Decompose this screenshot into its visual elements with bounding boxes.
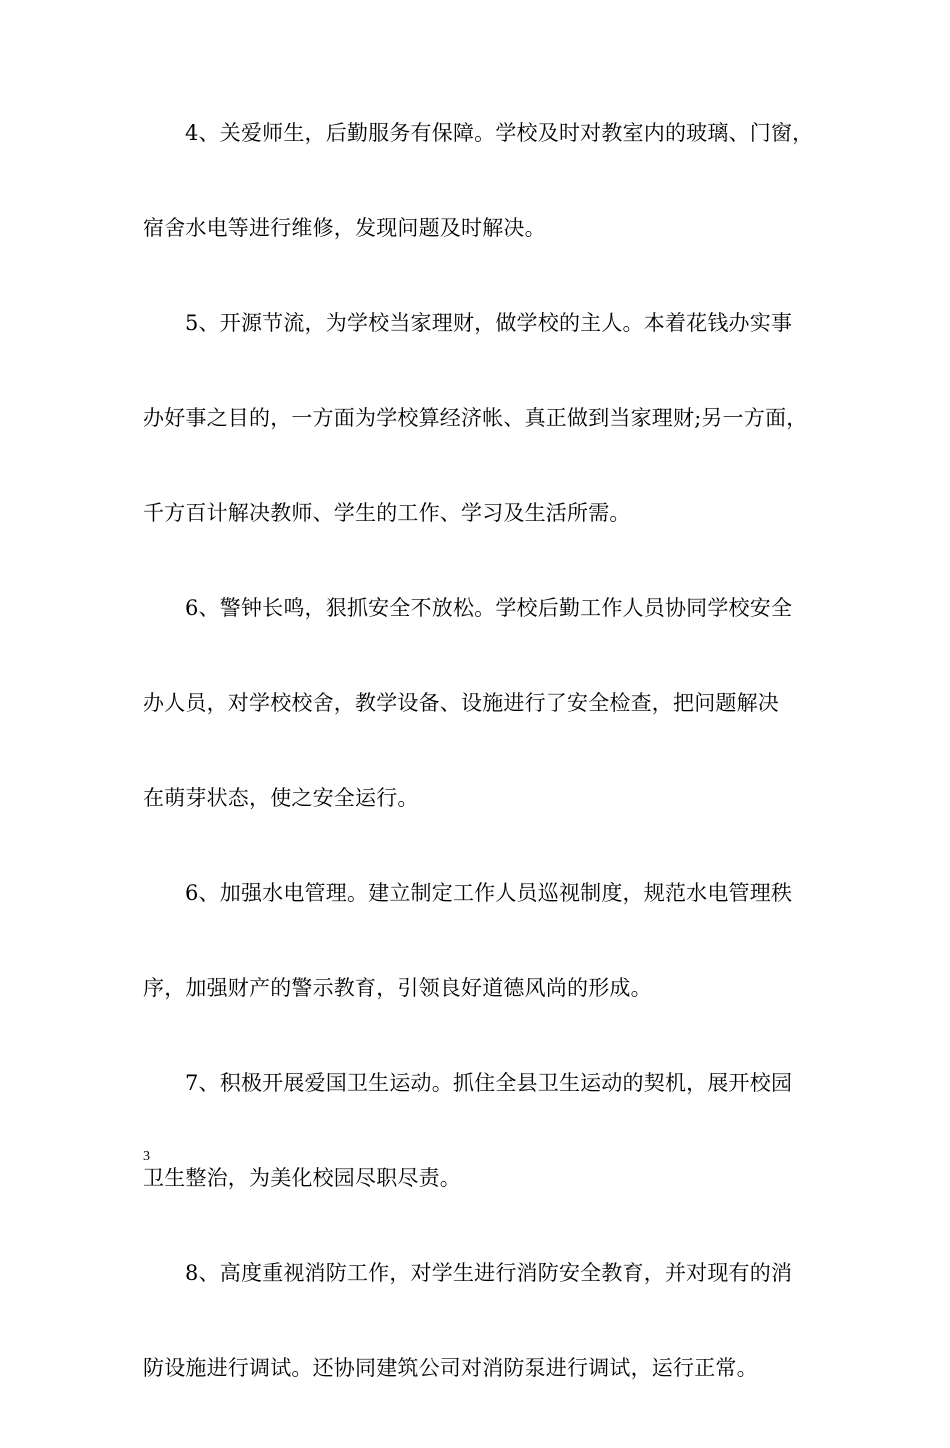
text-line: 4、关爱师生，后勤服务有保障。学校及时对教室内的玻璃、门窗， (185, 121, 814, 145)
text-line: 卫生整治，为美化校园尽职尽责。 (143, 1166, 461, 1190)
text-line: 宿舍水电等进行维修，发现问题及时解决。 (143, 216, 546, 240)
text-line: 6、加强水电管理。建立制定工作人员巡视制度，规范水电管理秩 (185, 881, 793, 905)
text-line: 5、开源节流，为学校当家理财，做学校的主人。本着花钱办实事 (185, 311, 793, 335)
page-number: 3 (143, 1149, 150, 1164)
text-line: 办好事之目的，一方面为学校算经济帐、真正做到当家理财;另一方面， (143, 406, 808, 430)
text-line: 办人员，对学校校舍，教学设备、设施进行了安全检查，把问题解决 (143, 691, 779, 715)
document-body (143, 118, 815, 1448)
text-line: 千方百计解决教师、学生的工作、学习及生活所需。 (143, 501, 631, 525)
text-line: 6、警钟长鸣，狠抓安全不放松。学校后勤工作人员协同学校安全 (185, 596, 793, 620)
text-line: 8、高度重视消防工作，对学生进行消防安全教育，并对现有的消 (185, 1261, 793, 1285)
text-line: 7、积极开展爱国卫生运动。抓住全县卫生运动的契机，展开校园 (185, 1071, 793, 1095)
text-line: 在萌芽状态，使之安全运行。 (143, 786, 419, 810)
text-line: 序，加强财产的警示教育，引领良好道德风尚的形成。 (143, 976, 652, 1000)
text-line: 防设施进行调试。还协同建筑公司对消防泵进行调试，运行正常。 (143, 1356, 758, 1380)
